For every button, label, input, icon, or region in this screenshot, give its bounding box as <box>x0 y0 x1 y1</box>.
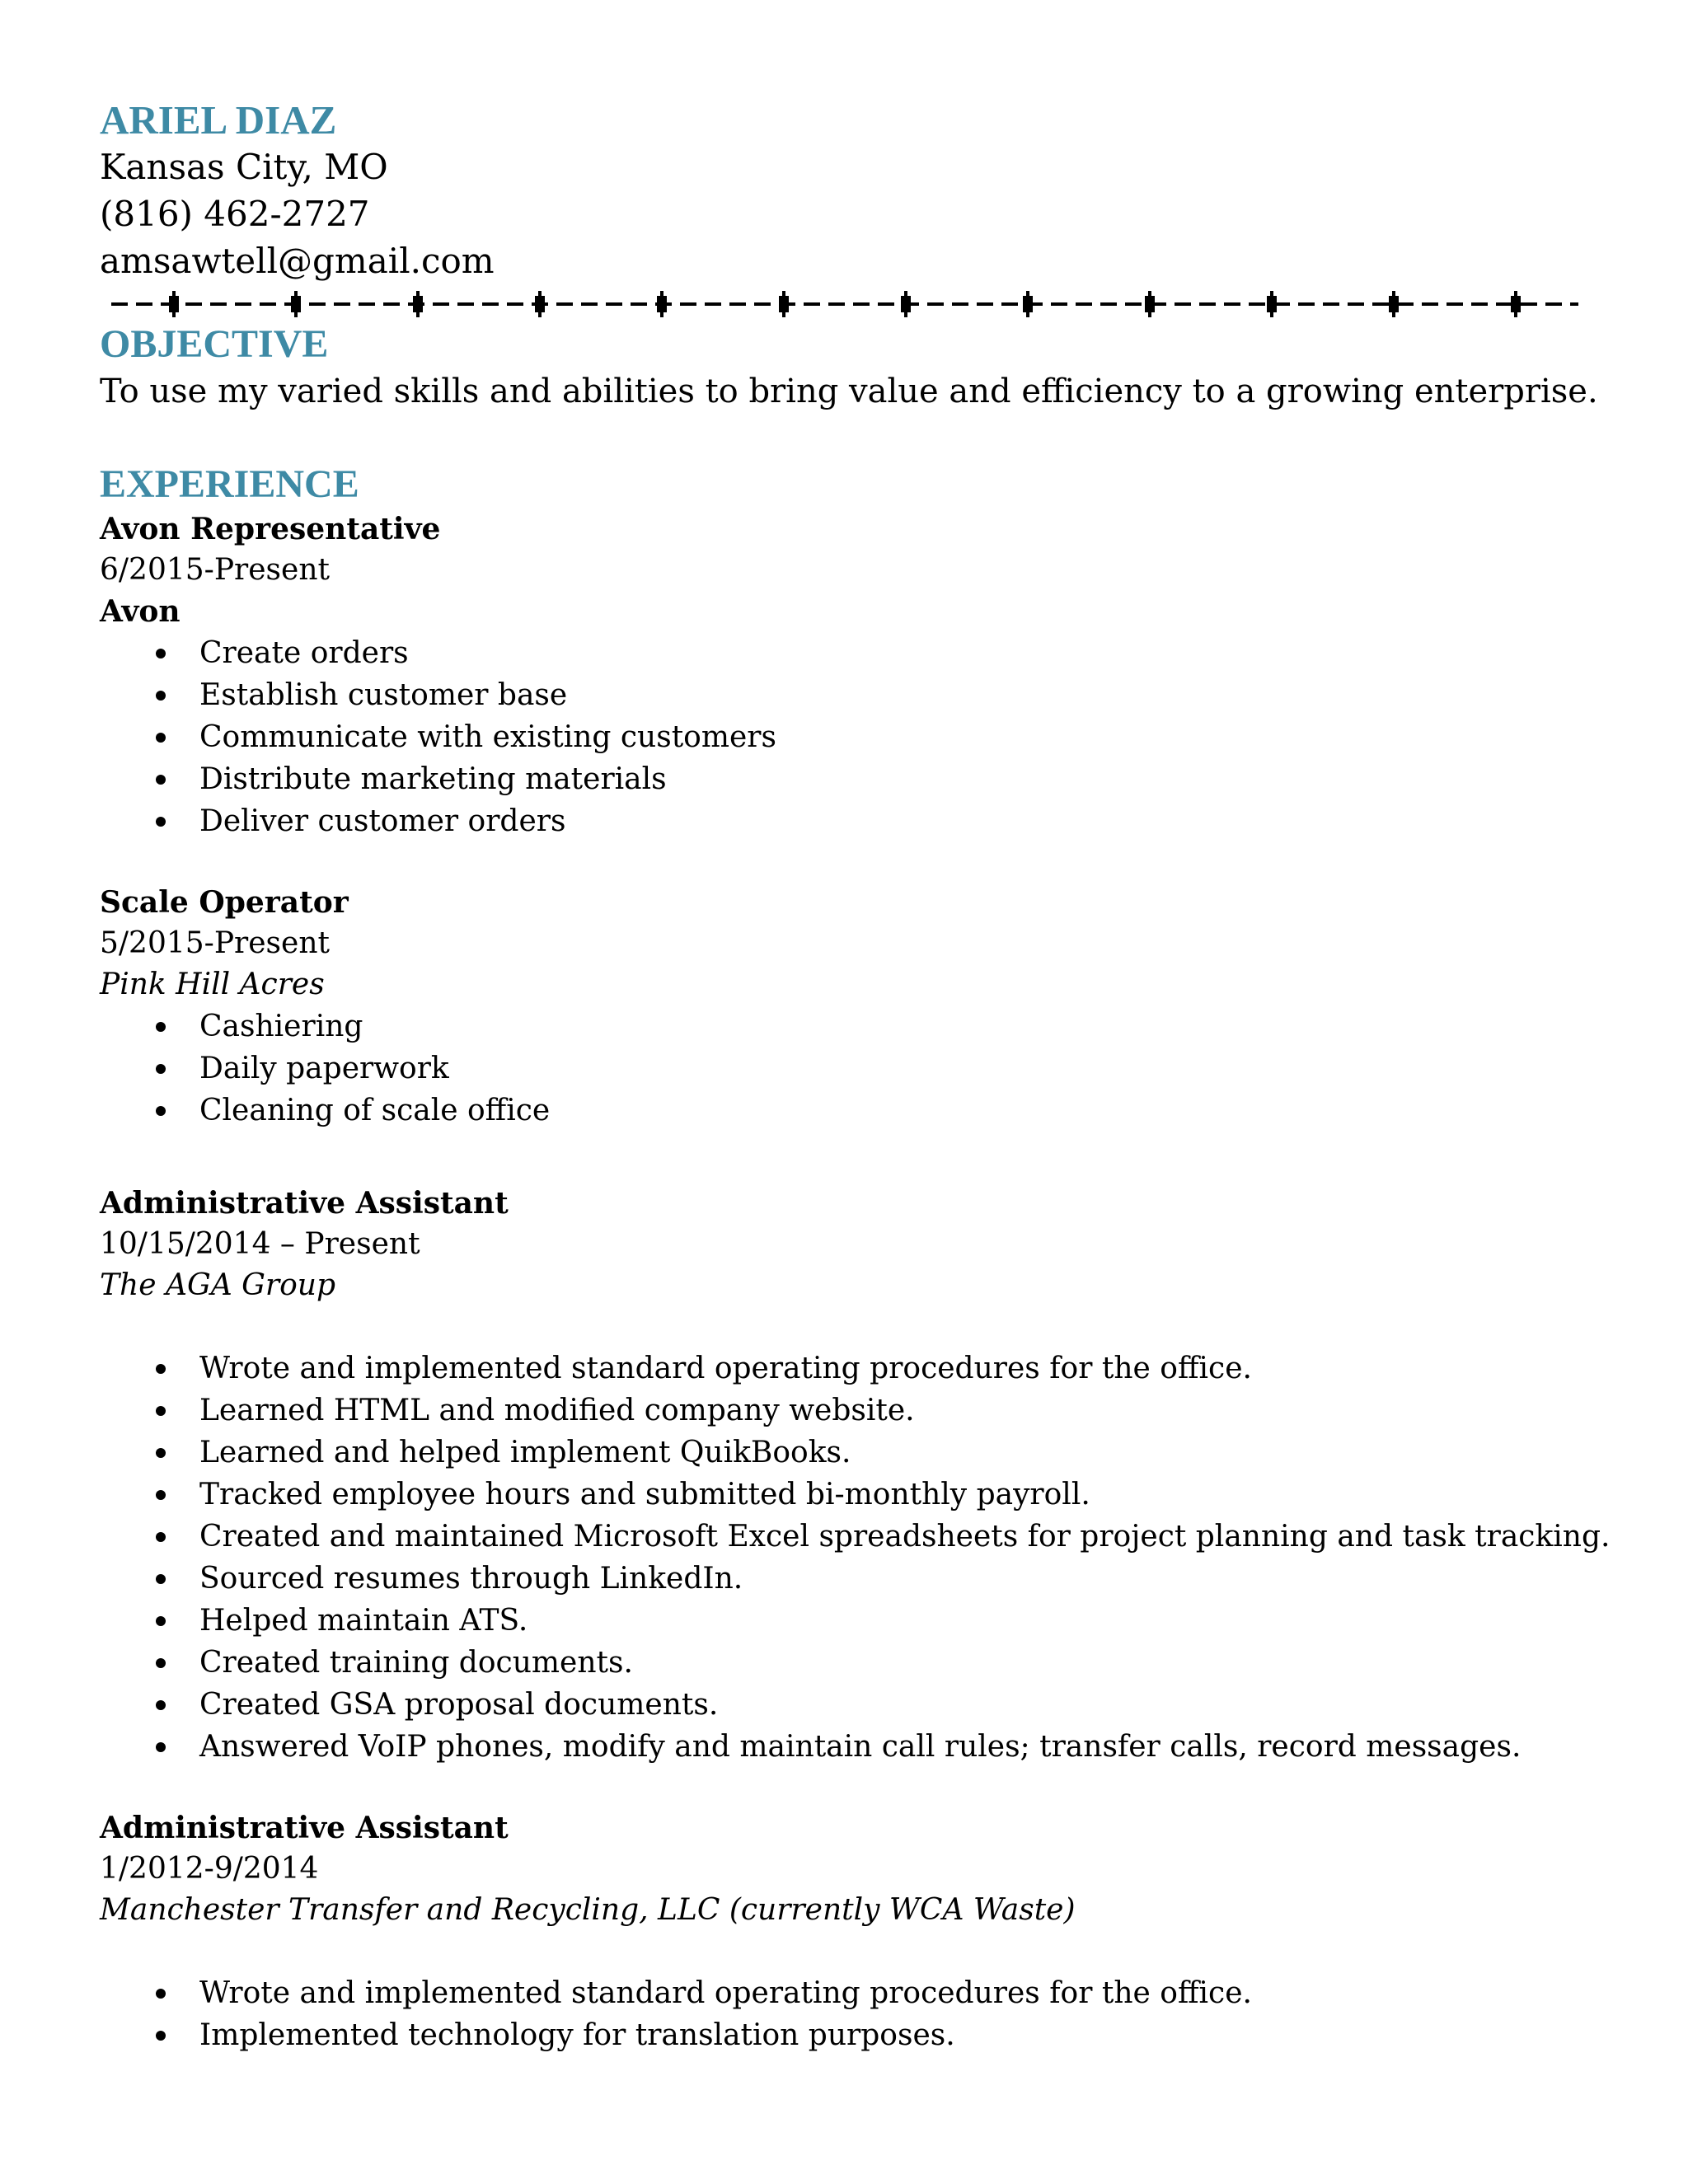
spacer <box>100 1768 1583 1807</box>
job-bullet: Create orders <box>100 632 1583 674</box>
divider-dash <box>1496 302 1512 306</box>
job-entry-manchester <box>100 1807 1583 2056</box>
job-company: Avon <box>100 594 181 629</box>
bullet-icon <box>156 733 166 743</box>
divider-dash <box>1249 302 1265 306</box>
divider-dash <box>185 302 202 306</box>
divider-dash <box>680 302 696 306</box>
divider-dash <box>1521 302 1537 306</box>
divider-dash <box>1372 302 1389 306</box>
bullet-icon <box>156 1574 166 1584</box>
divider-pattern <box>111 291 1578 317</box>
job-bullet: Cashiering <box>100 1005 1583 1047</box>
divider-dash <box>705 302 721 306</box>
divider-dash <box>631 302 647 306</box>
divider-dash <box>853 302 870 306</box>
job-bullet: Distribute marketing materials <box>100 758 1583 800</box>
bullet-icon <box>156 1406 166 1416</box>
divider-marker-stem <box>1392 291 1395 317</box>
divider-marker-stem <box>294 291 298 317</box>
divider-dash <box>210 302 227 306</box>
experience-heading: EXPERIENCE <box>100 462 359 506</box>
divider-dash <box>1323 302 1339 306</box>
divider-dash <box>309 302 326 306</box>
divider-dash <box>1051 302 1067 306</box>
bullet-icon <box>156 1658 166 1668</box>
divider-dash <box>1001 302 1018 306</box>
job-bullet: Daily paperwork <box>100 1047 1583 1090</box>
spacer <box>100 1931 1583 1972</box>
job-bullet: Created and maintained Microsoft Excel spreadsheets for project planning and task tracking. <box>100 1516 1583 1558</box>
bullet-icon <box>156 1022 166 1032</box>
divider-marker-stem <box>172 291 176 317</box>
location: Kansas City, MO <box>100 147 388 187</box>
divider-marker-stem <box>1270 291 1273 317</box>
job-bullet: Communicate with existing customers <box>100 716 1583 758</box>
divider-marker-stem <box>1148 291 1151 317</box>
job-title: Administrative Assistant <box>100 1186 509 1221</box>
divider-dash <box>111 302 128 306</box>
job-bullet: Answered VoIP phones, modify and maintain call rules; transfer calls, record messages. <box>100 1726 1583 1768</box>
job-bullet: Establish customer base <box>100 674 1583 716</box>
job-company: Pink Hill Acres <box>100 968 325 1001</box>
job-bullet: Helped maintain ATS. <box>100 1600 1583 1642</box>
divider-dash <box>1125 302 1142 306</box>
candidate-name: ARIEL DIAZ <box>100 97 337 143</box>
divider-dash <box>878 302 894 306</box>
divider-dash <box>1175 302 1191 306</box>
job-bullet-list <box>100 1347 1611 1768</box>
bullet-icon <box>156 1742 166 1752</box>
job-company: Manchester Transfer and Recycling, LLC (currently WCA Waste) <box>100 1893 1076 1927</box>
divider-dash <box>1224 302 1240 306</box>
divider-dash <box>1471 302 1488 306</box>
bullet-icon <box>156 1448 166 1458</box>
divider-dash <box>260 302 276 306</box>
job-bullet-list <box>100 1005 1583 1132</box>
divider-dash <box>235 302 251 306</box>
divider-marker-stem <box>904 291 907 317</box>
bullet-icon <box>156 817 166 827</box>
bullet-icon <box>156 775 166 785</box>
divider-dash <box>383 302 400 306</box>
objective-heading: OBJECTIVE <box>100 322 329 366</box>
divider-marker-stem <box>538 291 542 317</box>
divider-dash <box>1076 302 1092 306</box>
divider-marker-stem <box>782 291 785 317</box>
bullet-icon <box>156 1106 166 1116</box>
job-company: The AGA Group <box>100 1268 336 1302</box>
bullet-icon <box>156 1364 166 1374</box>
spacer <box>100 415 1583 461</box>
job-bullet: Sourced resumes through LinkedIn. <box>100 1558 1583 1600</box>
email: amsawtell@gmail.com <box>100 241 495 281</box>
job-dates: 10/15/2014 – Present <box>100 1227 420 1261</box>
divider-dash <box>1100 302 1117 306</box>
job-bullet: Tracked employee hours and submitted bi-monthly payroll. <box>100 1474 1583 1516</box>
spacer <box>100 842 1583 882</box>
spacer <box>100 1132 1583 1183</box>
bullet-icon <box>156 1490 166 1500</box>
bullet-icon <box>156 1616 166 1626</box>
divider-dash <box>482 302 499 306</box>
job-entry-scale-operator <box>100 882 1583 1132</box>
divider-dash <box>729 302 746 306</box>
divider-dash <box>581 302 598 306</box>
divider-dash <box>1447 302 1463 306</box>
job-bullet: Learned HTML and modified company website. <box>100 1390 1583 1432</box>
divider-dash <box>507 302 523 306</box>
job-dates: 6/2015-Present <box>100 553 330 587</box>
job-bullet: Wrote and implemented standard operating procedures for the office. <box>100 1972 1583 2014</box>
divider-dash <box>1422 302 1438 306</box>
bullet-icon <box>156 1064 166 1074</box>
divider-dash <box>952 302 968 306</box>
phone: (816) 462-2727 <box>100 194 370 234</box>
bullet-icon <box>156 1989 166 1999</box>
job-entry-avon <box>100 509 1583 842</box>
divider-dash <box>1298 302 1315 306</box>
divider-dash <box>927 302 944 306</box>
divider-dash <box>334 302 350 306</box>
divider-dash <box>606 302 622 306</box>
divider-dash <box>804 302 820 306</box>
bullet-icon <box>156 691 166 701</box>
job-title: Scale Operator <box>100 885 349 920</box>
job-entry-aga-group <box>100 1183 1611 1768</box>
job-bullet: Created GSA proposal documents. <box>100 1684 1583 1726</box>
divider-dash <box>136 302 152 306</box>
divider-dash <box>828 302 845 306</box>
divider-marker-stem <box>416 291 420 317</box>
divider-dash <box>1397 302 1414 306</box>
divider-marker-stem <box>1514 291 1517 317</box>
job-dates: 5/2015-Present <box>100 926 330 960</box>
bullet-icon <box>156 1700 166 1710</box>
divider-dash <box>457 302 474 306</box>
bullet-icon <box>156 1532 166 1542</box>
divider-dash <box>1199 302 1216 306</box>
job-bullet: Wrote and implemented standard operating procedures for the office. <box>100 1347 1583 1390</box>
decorative-divider <box>111 288 1578 321</box>
job-bullet: Cleaning of scale office <box>100 1090 1583 1132</box>
job-bullet: Created training documents. <box>100 1642 1583 1684</box>
job-bullet: Learned and helped implement QuikBooks. <box>100 1432 1583 1474</box>
job-title: Avon Representative <box>100 512 441 546</box>
job-bullet: Deliver customer orders <box>100 800 1583 842</box>
divider-dash <box>556 302 573 306</box>
spacer <box>100 1306 1583 1347</box>
divider-dash <box>977 302 993 306</box>
bullet-icon <box>156 649 166 658</box>
divider-dash <box>1545 302 1562 306</box>
objective-text: To use my varied skills and abilities to bring value and efficiency to a growing enterprise. <box>100 373 1598 410</box>
divider-dash <box>754 302 771 306</box>
divider-dash <box>359 302 375 306</box>
divider-marker-stem <box>1026 291 1029 317</box>
divider-dash <box>1570 302 1578 306</box>
divider-dash <box>1348 302 1364 306</box>
bullet-icon <box>156 2031 166 2041</box>
job-bullet-list <box>100 1972 1583 2056</box>
divider-marker-stem <box>660 291 663 317</box>
job-title: Administrative Assistant <box>100 1811 509 1845</box>
job-dates: 1/2012-9/2014 <box>100 1852 319 1886</box>
divider-dash <box>433 302 449 306</box>
job-bullet: Implemented technology for translation purposes. <box>100 2014 1583 2056</box>
job-bullet-list <box>100 632 1583 842</box>
resume-content <box>100 97 1611 2056</box>
